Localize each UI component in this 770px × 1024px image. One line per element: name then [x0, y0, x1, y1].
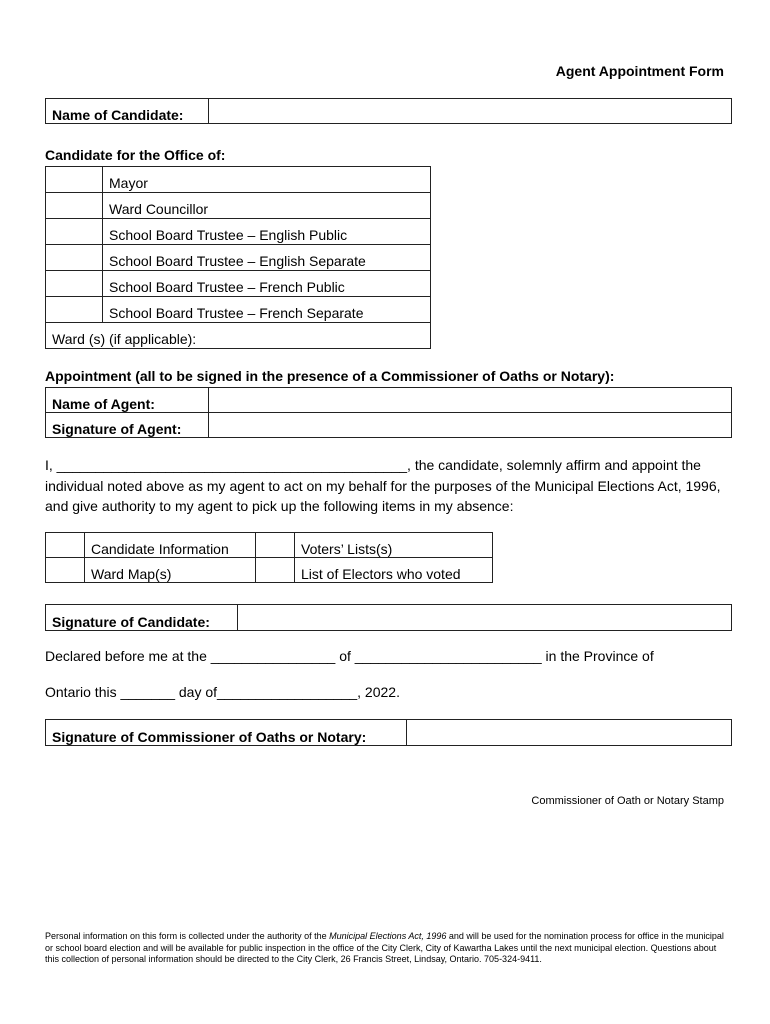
office-checkbox-ward-councillor[interactable] — [46, 193, 103, 219]
item-checkbox-candidate-info[interactable] — [46, 533, 85, 558]
declared-line: Declared before me at the ________________ of ________________________ in the Province of — [45, 648, 654, 664]
affirmation-paragraph: I, _____________________________________________, the candidate, solemnly affirm and appoint the individual noted above as my agent to act on my behalf for the purposes of the Municipal Elections Act, 1996, and give authority to my agent to pick up the following items in my absence: — [45, 457, 721, 514]
office-heading: Candidate for the Office of: — [45, 147, 226, 163]
item-label-electors-voted: List of Electors who voted — [295, 558, 493, 583]
footer-part2: and will be used for the nomination process for office in the municipal or school board election and will be available for public inspection in the office of the City Clerk, City of Kawartha Lakes until the next municipal election. Questions about this collection of personal information should be directed to the City Clerk, 26 Francis Street, Lindsay, Ontario. 705-324-9411. — [45, 931, 724, 964]
office-table — [45, 166, 431, 349]
ontario-line: Ontario this _______ day of__________________, 2022. — [45, 684, 400, 700]
office-row-french-public — [46, 271, 431, 297]
office-checkbox-mayor[interactable] — [46, 167, 103, 193]
item-checkbox-voters-lists[interactable] — [256, 533, 295, 558]
commissioner-signature-table — [45, 719, 732, 746]
office-row-english-public — [46, 219, 431, 245]
candidate-name-label: Name of Candidate: — [46, 99, 209, 124]
footer-part1: Personal information on this form is collected under the authority of the — [45, 931, 330, 941]
office-label-french-public: School Board Trustee – French Public — [103, 271, 431, 297]
footer-act: Municipal Elections Act, 1996 — [329, 931, 447, 941]
office-row-mayor — [46, 167, 431, 193]
commissioner-signature-label: Signature of Commissioner of Oaths or Notary: — [46, 720, 407, 746]
candidate-name-field[interactable] — [209, 99, 732, 124]
office-label-english-separate: School Board Trustee – English Separate — [103, 245, 431, 271]
ward-field[interactable] — [46, 323, 431, 349]
office-checkbox-french-public[interactable] — [46, 271, 103, 297]
ward-label: Ward (s) (if applicable): — [52, 331, 197, 347]
office-row-ward-councillor — [46, 193, 431, 219]
item-checkbox-electors-voted[interactable] — [256, 558, 295, 583]
agent-signature-label: Signature of Agent: — [46, 413, 209, 438]
office-label-french-separate: School Board Trustee – French Separate — [103, 297, 431, 323]
office-label-ward-councillor: Ward Councillor — [103, 193, 431, 219]
office-row-french-separate — [46, 297, 431, 323]
office-label-mayor: Mayor — [103, 167, 431, 193]
item-label-ward-maps: Ward Map(s) — [85, 558, 256, 583]
privacy-footer — [45, 931, 725, 966]
office-checkbox-english-separate[interactable] — [46, 245, 103, 271]
office-label-english-public: School Board Trustee – English Public — [103, 219, 431, 245]
agent-name-field[interactable] — [209, 388, 732, 413]
office-row-english-separate — [46, 245, 431, 271]
agent-name-label: Name of Agent: — [46, 388, 209, 413]
candidate-signature-label: Signature of Candidate: — [46, 605, 238, 631]
candidate-name-table — [45, 98, 732, 124]
office-checkbox-french-separate[interactable] — [46, 297, 103, 323]
item-label-candidate-info: Candidate Information — [85, 533, 256, 558]
ward-row — [46, 323, 431, 349]
agent-signature-field[interactable] — [209, 413, 732, 438]
item-label-voters-lists: Voters’ Lists(s) — [295, 533, 493, 558]
item-checkbox-ward-maps[interactable] — [46, 558, 85, 583]
items-table — [45, 532, 493, 583]
stamp-label: Commissioner of Oath or Notary Stamp — [531, 795, 724, 807]
commissioner-signature-field[interactable] — [407, 720, 732, 746]
candidate-signature-field[interactable] — [238, 605, 732, 631]
agent-table — [45, 387, 732, 438]
appointment-heading: Appointment (all to be signed in the presence of a Commissioner of Oaths or Notary): — [45, 368, 615, 384]
form-title: Agent Appointment Form — [555, 63, 724, 79]
office-checkbox-english-public[interactable] — [46, 219, 103, 245]
candidate-signature-table — [45, 604, 732, 631]
